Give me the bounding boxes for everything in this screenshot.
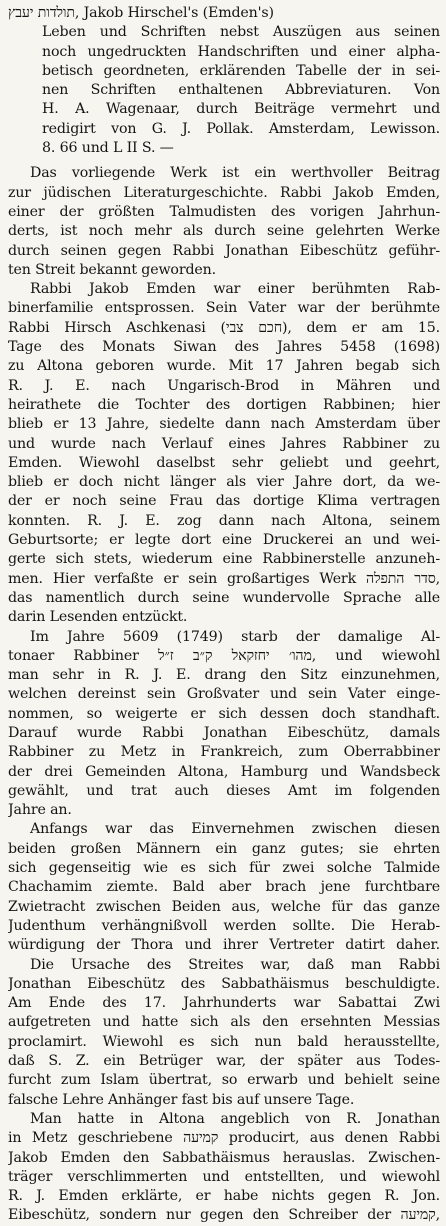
text-line: Geburtsorte; er legte dort eine Druckerei an und wei- <box>8 532 440 549</box>
text-line: nommen, so weigerte er sich dessen doch standhaft. <box>8 705 440 722</box>
text-line: Rabbiner zu Metz in Frankreich, zum Oberrabbiner <box>8 744 440 761</box>
text-line: ten Streit bekannt geworden. <box>8 261 216 278</box>
text-line: Das vorliegende Werk ist ein werthvoller Beitrag <box>30 165 440 182</box>
text-line: Chachamim ziemte. Bald aber brach jene furchtbare <box>8 879 440 896</box>
text-line: zur jüdischen Literaturgeschichte. Rabbi Jakob Emden, <box>8 184 440 201</box>
text-line: Im Jahre 5609 (1749) starb der damalige Al- <box>30 628 440 645</box>
text-line: Leben und Schriften nebst Auszügen aus seinen <box>42 24 440 41</box>
text-line: heirathete die Tochter des dortigen Rabbinen; hier <box>8 396 440 413</box>
text-line: der drei Gemeinden Altona, Hamburg und Wandsbeck <box>8 763 440 780</box>
paragraph-2 <box>8 280 440 627</box>
paragraph-4 <box>8 820 440 955</box>
text-line: Man hatte in Altona angeblich von R. Jonathan <box>30 1110 440 1127</box>
text-line: und wurde nach Verlauf eines Jahres Rabbiner zu <box>8 435 440 452</box>
text-line: Zwietracht zwischen Beiden aus, welche für das ganze <box>8 898 440 915</box>
text-line: blieb er doch nicht länger als vier Jahre dort, da we- <box>8 474 440 491</box>
text-line: proclamirt. Wiewohl es sich nun bald herausstellte, <box>8 1033 440 1050</box>
text-line: der er noch seine Frau das dortige Klima vertragen <box>8 493 440 510</box>
text-line: furcht zum Islam übertrat, so erwarb und behielt seine <box>8 1072 440 1089</box>
text-line: Die Ursache des Streites war, daß man Rabbi <box>30 956 440 973</box>
text-line: noch ungedruckten Handschriften und einer alpha- <box>42 43 440 60</box>
text-line: men. Hier verfaßte er sein großartiges Werk סדר התפלה, <box>8 570 440 587</box>
text-line: durch seinen gegen Rabbi Jonathan Eibeschütz geführ- <box>8 242 440 259</box>
text-line: R. J. Emden erklärte, er habe nichts gegen R. Jon. <box>8 1188 440 1205</box>
book-citation <box>8 4 440 158</box>
text-line: daß S. Z. ein Betrüger war, der später aus Todes- <box>8 1053 440 1070</box>
text-line: man sehr in R. J. E. drang den Sitz einzunehmen, <box>8 667 440 684</box>
text-line: derts, ist noch mehr als durch seine gelehrten Werke <box>8 223 440 240</box>
text-line: das namentlich durch seine wundervolle Sprache alle <box>8 589 440 606</box>
text-line: konnten. R. J. E. zog dann nach Altona, seinem <box>8 512 440 529</box>
text-line: einer der größten Talmudisten des vorigen Jahrhun- <box>8 203 440 220</box>
text-line: Eibeschütz, sondern nur gegen den Schreiber der קמיעה, <box>8 1207 440 1224</box>
text-line: Judenthum verhängnißvoll werden sollte. Die Herab- <box>8 917 440 934</box>
text-line: gewählt, und trat auch dieses Amt im folgenden <box>8 782 440 799</box>
text-line: nen Schriften enthaltenen Abbreviaturen. Von <box>42 82 440 99</box>
text-line: Darauf wurde Rabbi Jonathan Eibeschütz, damals <box>8 724 440 741</box>
text-line: binerfamilie entsprossen. Sein Vater war der berühmte <box>8 300 440 317</box>
text-line: aufgetreten und hatte sich als den ersehnten Messias <box>8 1014 440 1031</box>
text-line: Jakob Emden den Sabbathäismus herauslas. Zwischen- <box>8 1149 440 1166</box>
citation-title-line: תולדות יעבץ, Jakob Hirschel's (Emden's) <box>8 5 274 21</box>
text-line: blieb er 13 Jahre, siedelte dann nach Amsterdam über <box>8 416 440 433</box>
paragraph-1 <box>8 164 440 280</box>
text-line: gerte sich stets, wiederum eine Rabbinerstelle anzuneh- <box>8 551 440 568</box>
text-line: Anfangs war das Einvernehmen zwischen diesen <box>30 821 440 838</box>
text-line: 8. 66 und L II S. — <box>42 140 174 157</box>
text-line: welchen dereinst sein Großvater und sein Vater einge- <box>8 686 440 703</box>
paragraph-6 <box>8 1110 440 1226</box>
text-line: darin Lesenden entzückt. <box>8 609 188 626</box>
text-line: würdigung der Thora und ihrer Vertreter datirt daher. <box>8 937 440 954</box>
text-line: redigirt von G. J. Pollak. Amsterdam, Lewisson. <box>42 120 440 137</box>
text-line: Rabbi Hirsch Aschkenasi (חכם צבי), dem er am 15. <box>8 319 440 336</box>
text-line: sich gegenseitig wie es sich für zwei solche Talmide <box>8 860 440 877</box>
text-line: Tage des Monats Siwan des Jahres 5458 (1698) <box>8 339 440 356</box>
text-line: falsche Lehre Anhänger fast bis auf unsere Tage. <box>8 1091 355 1108</box>
text-line: in Metz geschriebene קמיעה producirt, aus denen Rabbi <box>8 1130 440 1147</box>
text-line: Am Ende des 17. Jahrhunderts war Sabattai Zwi <box>8 995 440 1012</box>
text-line: träger verschlimmerten und entstellten, und wiewohl <box>8 1168 440 1185</box>
text-line: Jonathan Eibeschütz des Sabbathäismus beschuldigte. <box>8 975 440 992</box>
text-line: Jahre an. <box>8 802 72 819</box>
text-line: zu Altona geboren wurde. Mit 17 Jahren begab sich <box>8 358 440 375</box>
text-line: tonaer Rabbiner מהו׳ יחזקאל ק״ב ז״ל, und wiewohl <box>8 647 440 664</box>
text-line: R. J. E. nach Ungarisch-Brod in Mähren und <box>8 377 440 394</box>
text-line: Emden. Wiewohl daselbst sehr geliebt und geehrt, <box>8 454 440 471</box>
paragraph-5 <box>8 956 440 1110</box>
text-line: betisch geordneten, erklärenden Tabelle der in sei- <box>42 62 440 79</box>
paragraph-3 <box>8 628 440 821</box>
text-line: Rabbi Jakob Emden war einer berühmten Rab- <box>30 281 440 298</box>
text-line: beiden großen Männern ein ganz gutes; sie ehrten <box>8 840 440 857</box>
text-line: H. A. Wagenaar, durch Beiträge vermehrt und <box>42 101 440 118</box>
